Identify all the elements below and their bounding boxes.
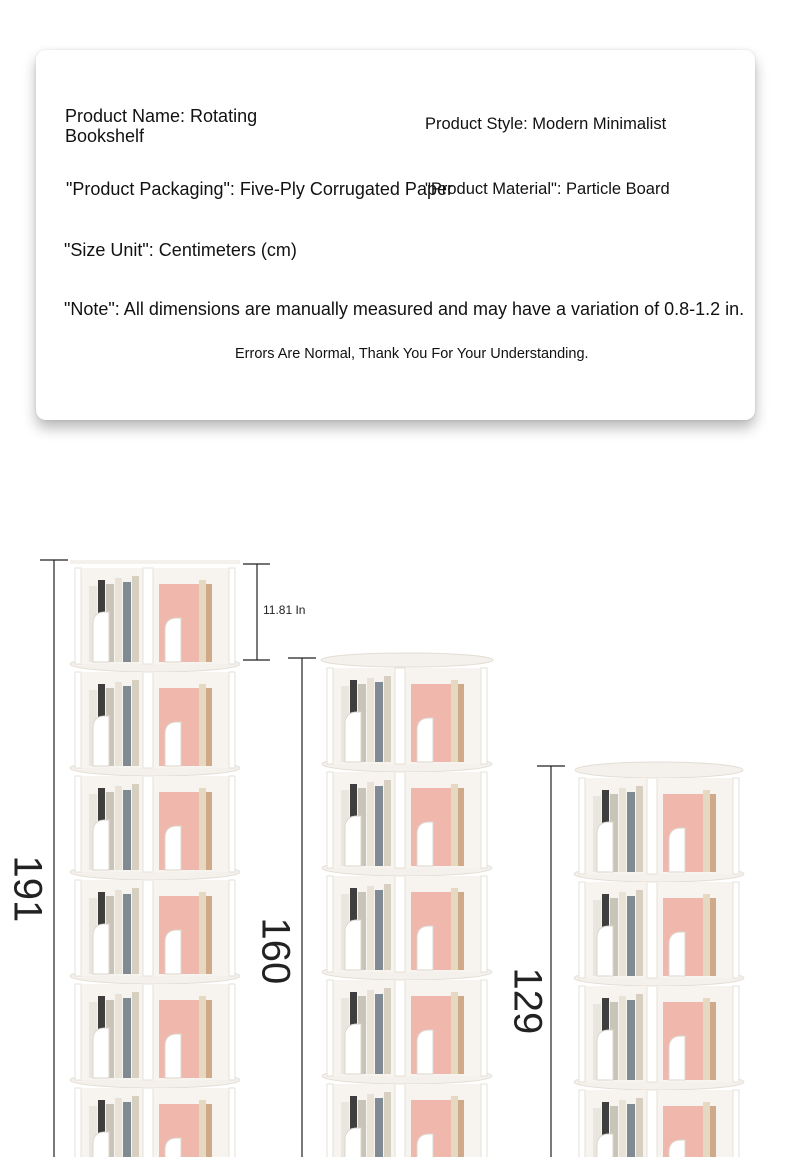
short-bookshelf xyxy=(574,762,744,1157)
measurement-note: "Note": All dimensions are manually measured and may have a variation of 0.8-1.2 in. xyxy=(64,299,745,319)
bookshelf-size-illustration xyxy=(0,540,790,1157)
errors-note: Errors Are Normal, Thank You For Your Understanding. xyxy=(235,346,589,362)
short-height-label: 129 xyxy=(505,967,550,1035)
size-unit: "Size Unit": Centimeters (cm) xyxy=(64,240,297,260)
tier-height-label: 11.81 In xyxy=(263,603,306,617)
bookshelf-drawing xyxy=(0,540,790,1157)
product-packaging: "Product Packaging": Five-Ply Corrugated Paper xyxy=(66,179,453,199)
product-spec-card xyxy=(36,50,755,420)
product-style: Product Style: Modern Minimalist xyxy=(425,115,667,133)
tall-bookshelf xyxy=(70,560,240,1157)
medium-bookshelf xyxy=(321,653,493,1157)
medium-height-label: 160 xyxy=(253,917,298,985)
tall-height-label: 191 xyxy=(5,855,50,923)
product-material: "Product Material": Particle Board xyxy=(425,180,670,198)
product-name: Product Name: Rotating Bookshelf xyxy=(65,106,258,146)
